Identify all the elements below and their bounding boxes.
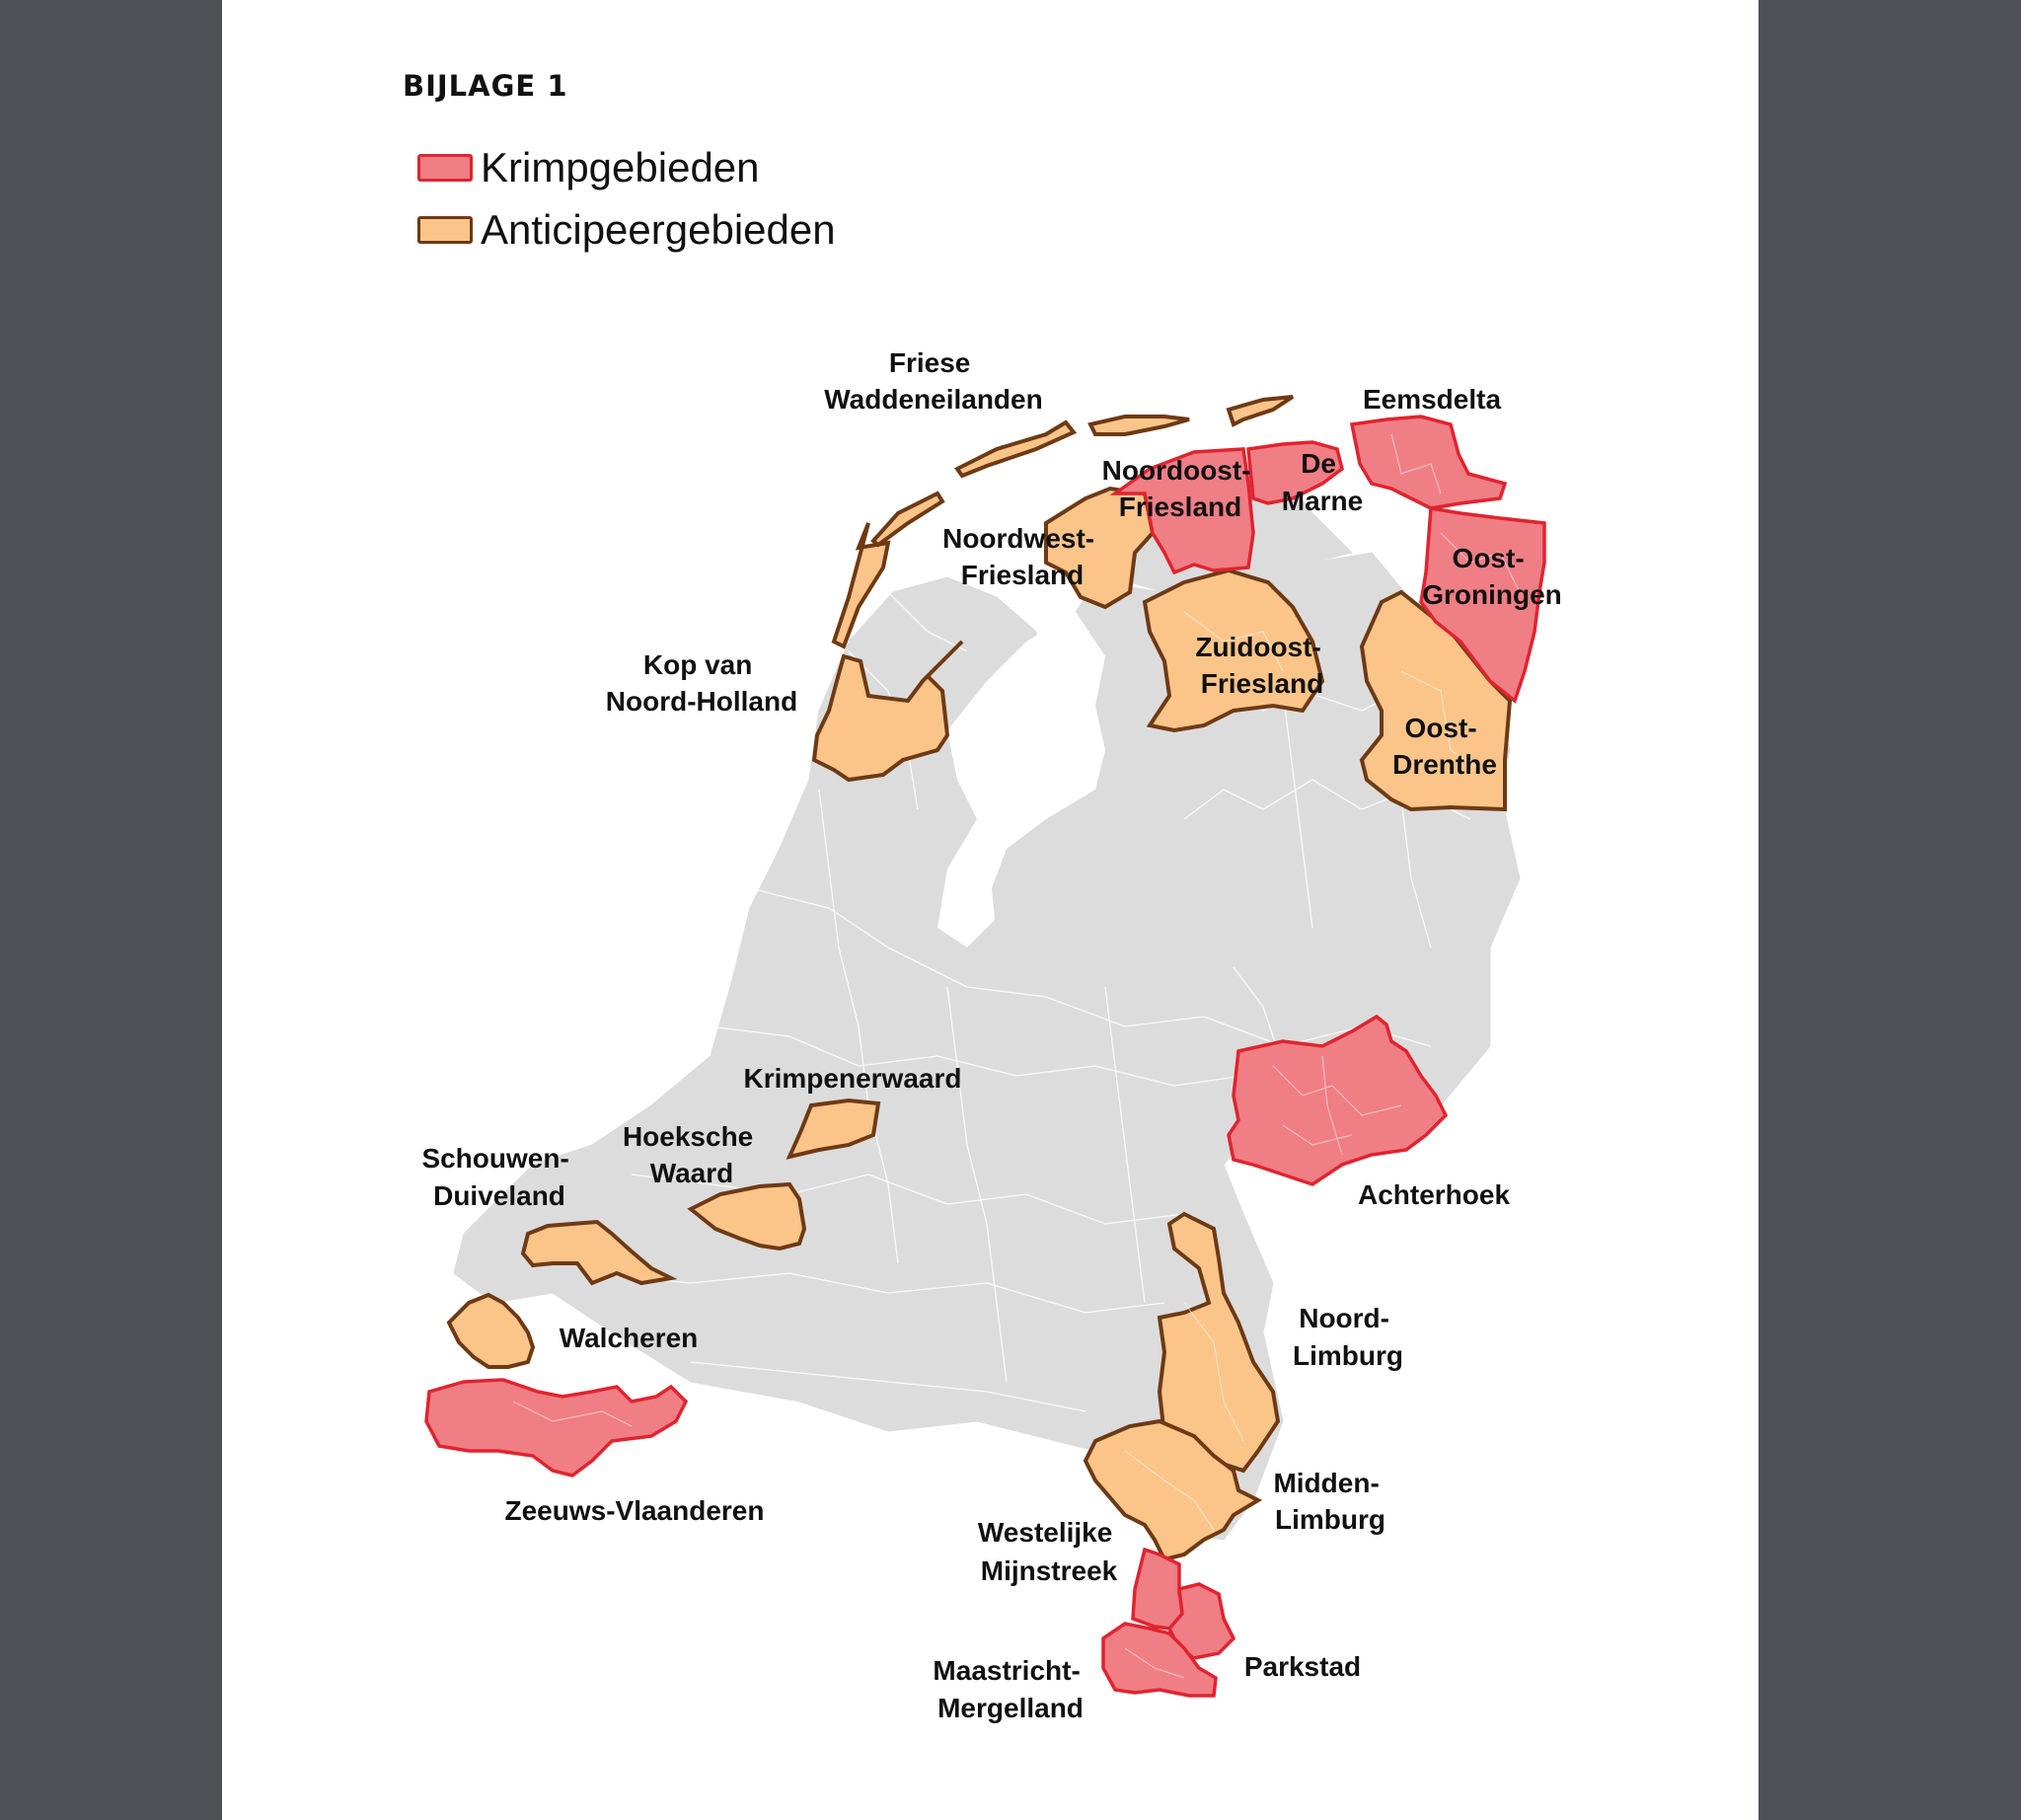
region-eemsdelta [1352, 417, 1505, 508]
page-title: BIJLAGE 1 [403, 69, 568, 103]
label-oost-groningen: Oost- Groningen [1422, 543, 1562, 610]
label-krimpenerwaard: Krimpenerwaard [743, 1063, 962, 1094]
region-walcheren [449, 1295, 533, 1367]
label-friese-waddeneilanden: Friese Waddeneilanden [824, 347, 1043, 415]
label-eemsdelta: Eemsdelta [1362, 384, 1502, 415]
label-hoeksche-waard: Hoeksche Waard [622, 1121, 754, 1188]
label-schouwen-duiveland: Schouwen- Duiveland [421, 1143, 569, 1211]
label-parkstad: Parkstad [1243, 1651, 1362, 1682]
label-oost-drenthe: Oost- Drenthe [1392, 713, 1497, 780]
label-kop-van-noord-holland: Kop van Noord-Holland [605, 649, 798, 717]
label-achterhoek: Achterhoek [1357, 1179, 1511, 1210]
label-noordoost-friesland: Noordoost- Friesland [1101, 455, 1251, 522]
land-base [454, 464, 1520, 1540]
legend-label-krimp: Krimpgebieden [481, 144, 760, 190]
label-midden-limburg: Midden- Limburg [1273, 1468, 1385, 1535]
region-terschelling [957, 422, 1074, 476]
region-ameland [1090, 417, 1189, 434]
region-vlieland [873, 493, 942, 545]
label-walcheren: Walcheren [559, 1323, 699, 1353]
label-de-marne: De Marne [1281, 448, 1364, 516]
label-noordwest-friesland: Noordwest- Friesland [942, 523, 1095, 590]
label-noord-limburg: Noord- Limburg [1293, 1303, 1403, 1371]
label-westelijke-mijnstreek: Westelijke Mijnstreek [977, 1517, 1118, 1586]
region-schiermonnikoog [1229, 397, 1293, 424]
label-maastricht-mergelland: Maastricht- Mergelland [933, 1655, 1084, 1723]
label-zuidoost-friesland: Zuidoost- Friesland [1195, 632, 1324, 699]
legend-label-anticipeer: Anticipeergebieden [481, 206, 836, 253]
region-zeeuws-vlaanderen [426, 1380, 686, 1476]
label-zeeuws-vlaanderen: Zeeuws-Vlaanderen [504, 1495, 765, 1526]
